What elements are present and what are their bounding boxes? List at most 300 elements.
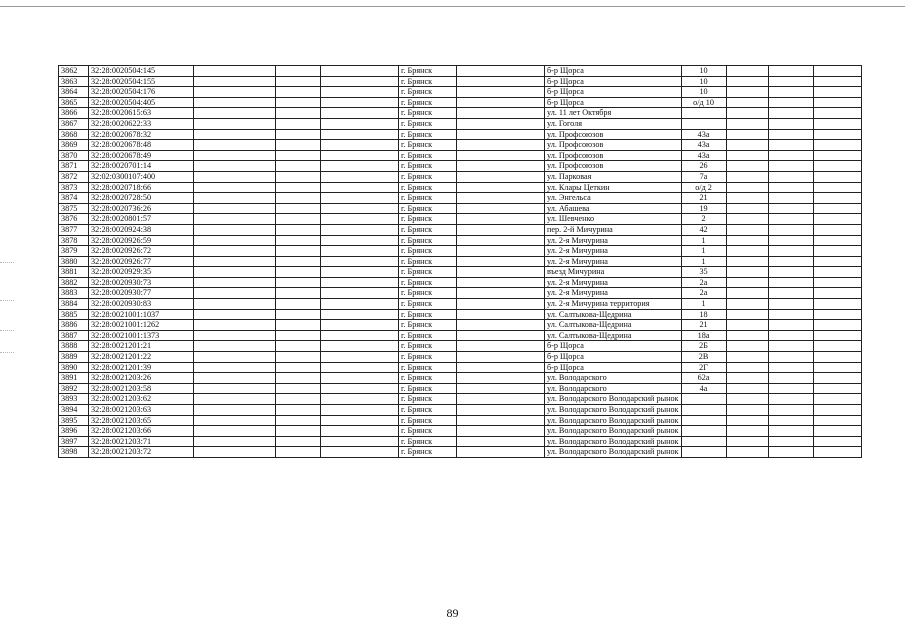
empty-cell bbox=[813, 246, 861, 257]
empty-cell bbox=[813, 193, 861, 204]
empty-cell bbox=[726, 161, 768, 172]
empty-cell bbox=[194, 161, 276, 172]
empty-cell bbox=[726, 341, 768, 352]
empty-cell bbox=[768, 330, 813, 341]
empty-cell bbox=[726, 246, 768, 257]
house-number-cell: о/д 2 bbox=[681, 182, 726, 193]
empty-cell bbox=[276, 150, 321, 161]
empty-cell bbox=[321, 129, 399, 140]
street-cell: ул. Салтыкова-Щедрина bbox=[545, 320, 682, 331]
empty-cell bbox=[457, 320, 545, 331]
cadastral-number-cell: 32:28:0021203:58 bbox=[89, 383, 194, 394]
street-cell: ул. 2-я Мичурина bbox=[545, 256, 682, 267]
empty-cell bbox=[768, 246, 813, 257]
table-row bbox=[59, 129, 862, 140]
street-cell: въезд Мичурина bbox=[545, 267, 682, 278]
house-number-cell: 21 bbox=[681, 193, 726, 204]
empty-cell bbox=[726, 447, 768, 458]
street-cell: ул. Володарского Володарский рынок bbox=[545, 447, 682, 458]
house-number-cell: 2а bbox=[681, 288, 726, 299]
empty-cell bbox=[457, 426, 545, 437]
table-row bbox=[59, 405, 862, 416]
table-row bbox=[59, 277, 862, 288]
row-number-cell: 3865 bbox=[59, 97, 89, 108]
row-number-cell: 3888 bbox=[59, 341, 89, 352]
table-row bbox=[59, 161, 862, 172]
empty-cell bbox=[457, 288, 545, 299]
row-number-cell: 3864 bbox=[59, 87, 89, 98]
table-row bbox=[59, 256, 862, 267]
empty-cell bbox=[457, 267, 545, 278]
top-rule bbox=[0, 6, 905, 7]
empty-cell bbox=[321, 383, 399, 394]
empty-cell bbox=[457, 66, 545, 77]
empty-cell bbox=[321, 277, 399, 288]
row-number-cell: 3884 bbox=[59, 299, 89, 310]
city-cell: г. Брянск bbox=[399, 256, 457, 267]
table-row bbox=[59, 235, 862, 246]
cadastral-number-cell: 32:28:0020728:50 bbox=[89, 193, 194, 204]
street-cell: ул. Профсоюзов bbox=[545, 150, 682, 161]
empty-cell bbox=[194, 118, 276, 129]
empty-cell bbox=[276, 97, 321, 108]
empty-cell bbox=[276, 383, 321, 394]
empty-cell bbox=[194, 362, 276, 373]
city-cell: г. Брянск bbox=[399, 383, 457, 394]
row-number-cell: 3877 bbox=[59, 224, 89, 235]
empty-cell bbox=[726, 373, 768, 384]
row-number-cell: 3887 bbox=[59, 330, 89, 341]
cadastral-number-cell: 32:28:0021203:62 bbox=[89, 394, 194, 405]
house-number-cell bbox=[681, 436, 726, 447]
street-cell: ул. 2-я Мичурина территория bbox=[545, 299, 682, 310]
row-number-cell: 3871 bbox=[59, 161, 89, 172]
street-cell: б-р Щорса bbox=[545, 76, 682, 87]
house-number-cell: 43а bbox=[681, 140, 726, 151]
empty-cell bbox=[813, 235, 861, 246]
street-cell: ул. 2-я Мичурина bbox=[545, 277, 682, 288]
table-row bbox=[59, 87, 862, 98]
empty-cell bbox=[276, 426, 321, 437]
empty-cell bbox=[276, 362, 321, 373]
empty-cell bbox=[768, 171, 813, 182]
city-cell: г. Брянск bbox=[399, 309, 457, 320]
register-body bbox=[59, 66, 862, 458]
empty-cell bbox=[276, 415, 321, 426]
empty-cell bbox=[457, 193, 545, 204]
table-row bbox=[59, 76, 862, 87]
empty-cell bbox=[726, 277, 768, 288]
empty-cell bbox=[813, 129, 861, 140]
city-cell: г. Брянск bbox=[399, 415, 457, 426]
table-row bbox=[59, 447, 862, 458]
row-number-cell: 3886 bbox=[59, 320, 89, 331]
empty-cell bbox=[321, 87, 399, 98]
empty-cell bbox=[768, 309, 813, 320]
cadastral-number-cell: 32:28:0020926:77 bbox=[89, 256, 194, 267]
table-row bbox=[59, 373, 862, 384]
empty-cell bbox=[194, 426, 276, 437]
house-number-cell: 35 bbox=[681, 267, 726, 278]
empty-cell bbox=[321, 171, 399, 182]
empty-cell bbox=[813, 352, 861, 363]
street-cell: б-р Щорса bbox=[545, 87, 682, 98]
empty-cell bbox=[194, 203, 276, 214]
house-number-cell: 18 bbox=[681, 309, 726, 320]
house-number-cell bbox=[681, 394, 726, 405]
empty-cell bbox=[321, 415, 399, 426]
row-number-cell: 3893 bbox=[59, 394, 89, 405]
empty-cell bbox=[457, 150, 545, 161]
empty-cell bbox=[276, 76, 321, 87]
empty-cell bbox=[457, 362, 545, 373]
empty-cell bbox=[726, 224, 768, 235]
empty-cell bbox=[276, 288, 321, 299]
empty-cell bbox=[813, 267, 861, 278]
empty-cell bbox=[321, 341, 399, 352]
empty-cell bbox=[276, 235, 321, 246]
table-row bbox=[59, 362, 862, 373]
city-cell: г. Брянск bbox=[399, 161, 457, 172]
cadastral-number-cell: 32:28:0020801:57 bbox=[89, 214, 194, 225]
empty-cell bbox=[321, 108, 399, 119]
house-number-cell: 19 bbox=[681, 203, 726, 214]
margin-mark bbox=[0, 352, 14, 353]
street-cell: б-р Щорса bbox=[545, 352, 682, 363]
street-cell: ул. Володарского Володарский рынок bbox=[545, 426, 682, 437]
empty-cell bbox=[321, 76, 399, 87]
empty-cell bbox=[813, 362, 861, 373]
empty-cell bbox=[321, 436, 399, 447]
empty-cell bbox=[276, 214, 321, 225]
empty-cell bbox=[726, 436, 768, 447]
empty-cell bbox=[813, 436, 861, 447]
empty-cell bbox=[457, 87, 545, 98]
city-cell: г. Брянск bbox=[399, 299, 457, 310]
empty-cell bbox=[321, 352, 399, 363]
row-number-cell: 3872 bbox=[59, 171, 89, 182]
street-cell: пер. 2-й Мичурина bbox=[545, 224, 682, 235]
table-row bbox=[59, 66, 862, 77]
city-cell: г. Брянск bbox=[399, 235, 457, 246]
city-cell: г. Брянск bbox=[399, 288, 457, 299]
empty-cell bbox=[276, 224, 321, 235]
empty-cell bbox=[321, 193, 399, 204]
empty-cell bbox=[194, 373, 276, 384]
house-number-cell: 1 bbox=[681, 246, 726, 257]
empty-cell bbox=[194, 277, 276, 288]
street-cell: ул. Энгельса bbox=[545, 193, 682, 204]
empty-cell bbox=[276, 352, 321, 363]
empty-cell bbox=[813, 171, 861, 182]
empty-cell bbox=[194, 214, 276, 225]
row-number-cell: 3880 bbox=[59, 256, 89, 267]
city-cell: г. Брянск bbox=[399, 224, 457, 235]
city-cell: г. Брянск bbox=[399, 330, 457, 341]
empty-cell bbox=[813, 203, 861, 214]
empty-cell bbox=[768, 447, 813, 458]
empty-cell bbox=[276, 182, 321, 193]
row-number-cell: 3869 bbox=[59, 140, 89, 151]
street-cell: ул. Володарского Володарский рынок bbox=[545, 415, 682, 426]
empty-cell bbox=[457, 246, 545, 257]
empty-cell bbox=[194, 383, 276, 394]
row-number-cell: 3870 bbox=[59, 150, 89, 161]
empty-cell bbox=[194, 150, 276, 161]
empty-cell bbox=[813, 373, 861, 384]
street-cell: ул. Салтыкова-Щедрина bbox=[545, 309, 682, 320]
empty-cell bbox=[726, 193, 768, 204]
margin-mark bbox=[0, 300, 14, 301]
empty-cell bbox=[768, 129, 813, 140]
empty-cell bbox=[194, 320, 276, 331]
street-cell: б-р Щорса bbox=[545, 66, 682, 77]
empty-cell bbox=[726, 97, 768, 108]
city-cell: г. Брянск bbox=[399, 352, 457, 363]
empty-cell bbox=[276, 330, 321, 341]
table-row bbox=[59, 309, 862, 320]
row-number-cell: 3896 bbox=[59, 426, 89, 437]
empty-cell bbox=[768, 161, 813, 172]
house-number-cell: 2Б bbox=[681, 341, 726, 352]
empty-cell bbox=[813, 214, 861, 225]
empty-cell bbox=[194, 193, 276, 204]
row-number-cell: 3897 bbox=[59, 436, 89, 447]
empty-cell bbox=[726, 182, 768, 193]
cadastral-number-cell: 32:28:0020504:155 bbox=[89, 76, 194, 87]
empty-cell bbox=[194, 330, 276, 341]
city-cell: г. Брянск bbox=[399, 246, 457, 257]
cadastral-number-cell: 32:28:0020924:38 bbox=[89, 224, 194, 235]
empty-cell bbox=[813, 341, 861, 352]
empty-cell bbox=[768, 224, 813, 235]
empty-cell bbox=[768, 193, 813, 204]
table-row bbox=[59, 246, 862, 257]
house-number-cell: 21 bbox=[681, 320, 726, 331]
empty-cell bbox=[276, 118, 321, 129]
table-row bbox=[59, 330, 862, 341]
empty-cell bbox=[276, 193, 321, 204]
empty-cell bbox=[194, 309, 276, 320]
house-number-cell: 43а bbox=[681, 150, 726, 161]
empty-cell bbox=[276, 436, 321, 447]
empty-cell bbox=[813, 66, 861, 77]
empty-cell bbox=[768, 66, 813, 77]
empty-cell bbox=[276, 171, 321, 182]
cadastral-number-cell: 32:28:0021203:71 bbox=[89, 436, 194, 447]
empty-cell bbox=[321, 288, 399, 299]
empty-cell bbox=[813, 182, 861, 193]
house-number-cell bbox=[681, 415, 726, 426]
cadastral-number-cell: 32:28:0020930:73 bbox=[89, 277, 194, 288]
row-number-cell: 3873 bbox=[59, 182, 89, 193]
empty-cell bbox=[813, 415, 861, 426]
street-cell: ул. Профсоюзов bbox=[545, 140, 682, 151]
cadastral-number-cell: 32:28:0020701:14 bbox=[89, 161, 194, 172]
city-cell: г. Брянск bbox=[399, 436, 457, 447]
empty-cell bbox=[321, 140, 399, 151]
empty-cell bbox=[457, 299, 545, 310]
table-row bbox=[59, 118, 862, 129]
empty-cell bbox=[194, 140, 276, 151]
empty-cell bbox=[768, 182, 813, 193]
empty-cell bbox=[457, 405, 545, 416]
empty-cell bbox=[813, 140, 861, 151]
city-cell: г. Брянск bbox=[399, 362, 457, 373]
empty-cell bbox=[194, 267, 276, 278]
empty-cell bbox=[726, 299, 768, 310]
house-number-cell: 62а bbox=[681, 373, 726, 384]
row-number-cell: 3895 bbox=[59, 415, 89, 426]
street-cell: ул. 2-я Мичурина bbox=[545, 288, 682, 299]
empty-cell bbox=[813, 320, 861, 331]
empty-cell bbox=[726, 140, 768, 151]
table-row bbox=[59, 171, 862, 182]
empty-cell bbox=[726, 330, 768, 341]
empty-cell bbox=[768, 352, 813, 363]
empty-cell bbox=[813, 309, 861, 320]
city-cell: г. Брянск bbox=[399, 203, 457, 214]
empty-cell bbox=[276, 87, 321, 98]
city-cell: г. Брянск bbox=[399, 108, 457, 119]
street-cell: ул. Клары Цеткин bbox=[545, 182, 682, 193]
empty-cell bbox=[726, 150, 768, 161]
empty-cell bbox=[194, 341, 276, 352]
table-row bbox=[59, 203, 862, 214]
empty-cell bbox=[768, 140, 813, 151]
empty-cell bbox=[813, 97, 861, 108]
empty-cell bbox=[321, 150, 399, 161]
city-cell: г. Брянск bbox=[399, 214, 457, 225]
empty-cell bbox=[321, 330, 399, 341]
empty-cell bbox=[726, 214, 768, 225]
house-number-cell: о/д 10 bbox=[681, 97, 726, 108]
empty-cell bbox=[321, 320, 399, 331]
cadastral-number-cell: 32:28:0021203:65 bbox=[89, 415, 194, 426]
table-row bbox=[59, 140, 862, 151]
empty-cell bbox=[768, 150, 813, 161]
street-cell: ул. Гоголя bbox=[545, 118, 682, 129]
cadastral-number-cell: 32:02:0300107:400 bbox=[89, 171, 194, 182]
empty-cell bbox=[457, 224, 545, 235]
empty-cell bbox=[194, 129, 276, 140]
table-row bbox=[59, 320, 862, 331]
empty-cell bbox=[768, 436, 813, 447]
empty-cell bbox=[321, 182, 399, 193]
empty-cell bbox=[321, 426, 399, 437]
register-table bbox=[58, 65, 862, 458]
empty-cell bbox=[276, 267, 321, 278]
table-row bbox=[59, 108, 862, 119]
empty-cell bbox=[276, 394, 321, 405]
empty-cell bbox=[194, 288, 276, 299]
empty-cell bbox=[276, 108, 321, 119]
empty-cell bbox=[321, 203, 399, 214]
house-number-cell: 2Г bbox=[681, 362, 726, 373]
house-number-cell bbox=[681, 405, 726, 416]
cadastral-number-cell: 32:28:0020678:48 bbox=[89, 140, 194, 151]
empty-cell bbox=[194, 171, 276, 182]
table-row bbox=[59, 267, 862, 278]
house-number-cell: 1 bbox=[681, 235, 726, 246]
empty-cell bbox=[276, 277, 321, 288]
empty-cell bbox=[726, 235, 768, 246]
empty-cell bbox=[194, 224, 276, 235]
house-number-cell: 18а bbox=[681, 330, 726, 341]
street-cell: ул. 2-я Мичурина bbox=[545, 246, 682, 257]
cadastral-number-cell: 32:28:0020615:63 bbox=[89, 108, 194, 119]
cadastral-number-cell: 32:28:0021001:1262 bbox=[89, 320, 194, 331]
city-cell: г. Брянск bbox=[399, 267, 457, 278]
empty-cell bbox=[813, 118, 861, 129]
city-cell: г. Брянск bbox=[399, 97, 457, 108]
house-number-cell: 1 bbox=[681, 299, 726, 310]
empty-cell bbox=[194, 447, 276, 458]
empty-cell bbox=[194, 405, 276, 416]
empty-cell bbox=[457, 352, 545, 363]
empty-cell bbox=[457, 171, 545, 182]
empty-cell bbox=[276, 66, 321, 77]
row-number-cell: 3866 bbox=[59, 108, 89, 119]
row-number-cell: 3894 bbox=[59, 405, 89, 416]
city-cell: г. Брянск bbox=[399, 193, 457, 204]
empty-cell bbox=[276, 203, 321, 214]
house-number-cell: 10 bbox=[681, 87, 726, 98]
empty-cell bbox=[321, 447, 399, 458]
cadastral-number-cell: 32:28:0021203:26 bbox=[89, 373, 194, 384]
empty-cell bbox=[276, 320, 321, 331]
cadastral-number-cell: 32:28:0021203:63 bbox=[89, 405, 194, 416]
empty-cell bbox=[194, 87, 276, 98]
empty-cell bbox=[194, 415, 276, 426]
street-cell: б-р Щорса bbox=[545, 341, 682, 352]
cadastral-number-cell: 32:28:0020736:26 bbox=[89, 203, 194, 214]
cadastral-number-cell: 32:28:0020718:66 bbox=[89, 182, 194, 193]
empty-cell bbox=[457, 97, 545, 108]
empty-cell bbox=[768, 214, 813, 225]
empty-cell bbox=[194, 256, 276, 267]
table-row bbox=[59, 352, 862, 363]
cadastral-number-cell: 32:28:0021203:66 bbox=[89, 426, 194, 437]
street-cell: ул. Абашева bbox=[545, 203, 682, 214]
table-row bbox=[59, 341, 862, 352]
city-cell: г. Брянск bbox=[399, 118, 457, 129]
table-row bbox=[59, 394, 862, 405]
empty-cell bbox=[321, 246, 399, 257]
empty-cell bbox=[726, 405, 768, 416]
empty-cell bbox=[276, 256, 321, 267]
empty-cell bbox=[457, 447, 545, 458]
row-number-cell: 3867 bbox=[59, 118, 89, 129]
city-cell: г. Брянск bbox=[399, 426, 457, 437]
empty-cell bbox=[321, 235, 399, 246]
empty-cell bbox=[194, 352, 276, 363]
empty-cell bbox=[768, 426, 813, 437]
empty-cell bbox=[276, 299, 321, 310]
row-number-cell: 3863 bbox=[59, 76, 89, 87]
city-cell: г. Брянск bbox=[399, 405, 457, 416]
table-row bbox=[59, 214, 862, 225]
table-row bbox=[59, 415, 862, 426]
house-number-cell: 26 bbox=[681, 161, 726, 172]
empty-cell bbox=[457, 203, 545, 214]
empty-cell bbox=[726, 256, 768, 267]
street-cell: б-р Щорса bbox=[545, 362, 682, 373]
empty-cell bbox=[813, 256, 861, 267]
house-number-cell: 10 bbox=[681, 76, 726, 87]
empty-cell bbox=[457, 256, 545, 267]
empty-cell bbox=[813, 150, 861, 161]
